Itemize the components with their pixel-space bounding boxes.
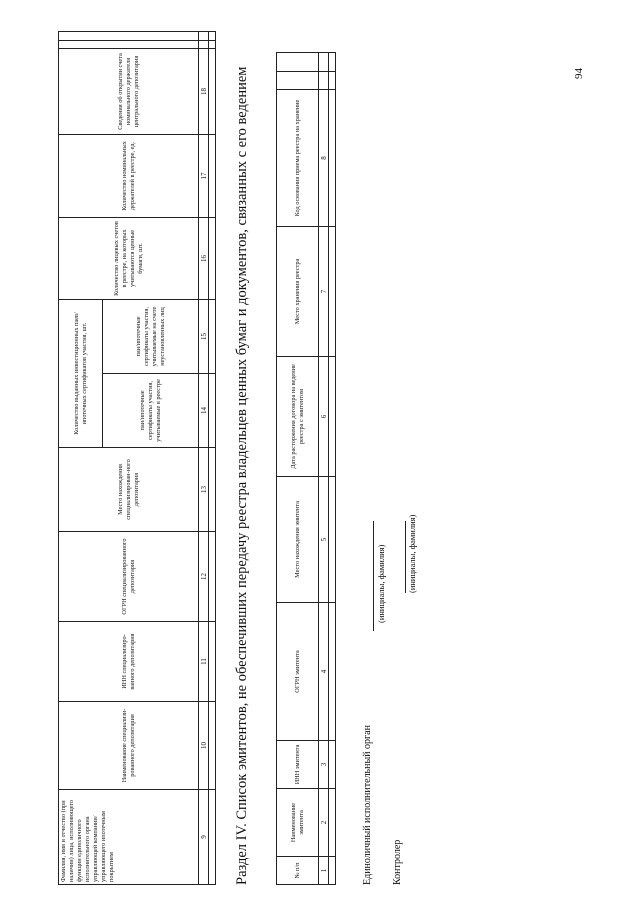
col-number: 14 xyxy=(199,374,209,448)
col-number: 8 xyxy=(319,90,329,227)
section-heading xyxy=(234,45,250,885)
header-c12: ОГРН специализированного депозитария xyxy=(59,532,199,622)
col-number: 9 xyxy=(199,790,209,885)
header-b8: Код основания приема реестра на хранение xyxy=(277,90,319,227)
header-b3: ИНН эмитента xyxy=(277,741,319,789)
col-number: 16 xyxy=(199,218,209,300)
col-number: 11 xyxy=(199,622,209,702)
controller-label: Контролер xyxy=(392,839,403,885)
header-c16: Количество лицевых счетов в реестре, на которых учитываются ценные бумаги, шт. xyxy=(59,218,199,300)
col-number: 13 xyxy=(199,448,209,532)
header-c17: Количество номинальных держателей в реестре, ед. xyxy=(59,135,199,218)
empty-cell xyxy=(329,857,336,885)
bottom-table xyxy=(276,52,336,885)
spacer-cell xyxy=(59,32,199,41)
empty-cell xyxy=(209,32,216,41)
empty-cell xyxy=(329,603,336,741)
spacer-cell xyxy=(59,41,199,49)
empty-cell xyxy=(329,90,336,227)
header-c18: Сведения об открытии счета номинального держателя центрального депозитария xyxy=(59,49,199,135)
empty-cell xyxy=(209,218,216,300)
empty-cell xyxy=(209,374,216,448)
col-number: 5 xyxy=(319,477,329,603)
header-b5: Место нахождения эмитента xyxy=(277,477,319,603)
empty-cell xyxy=(329,477,336,603)
header-c15: паи/ипотечные сертификаты участия, учитываемые на счете неустановленных лиц xyxy=(103,300,199,374)
empty-cell xyxy=(209,41,216,49)
col-number: 6 xyxy=(319,357,329,477)
col-number: 17 xyxy=(199,135,209,218)
col-number: 1 xyxy=(319,857,329,885)
header-group: Количество выданных инвестиционных паев/ипотечных сертификатов участия, шт. xyxy=(59,300,103,448)
empty-cell xyxy=(209,532,216,622)
col-number: 10 xyxy=(199,702,209,790)
section-heading-text: Раздел IV. Список эмитентов, не обеспечивших передачу реестра владельцев ценных бумаг и документов, связанных с его ведением xyxy=(234,66,250,885)
controller-caption: (инициалы, фамилия) xyxy=(407,514,417,593)
spacer-cell xyxy=(319,53,329,72)
empty-cell xyxy=(209,622,216,702)
controller-signature-line xyxy=(405,521,406,593)
col-number: 7 xyxy=(319,227,329,357)
header-b6: Дата расторжения договора на ведение реестра с эмитентом xyxy=(277,357,319,477)
empty-cell xyxy=(209,135,216,218)
header-b2: Наименование эмитента xyxy=(277,789,319,857)
header-c11: ИНН специализиро-ванного депозитария xyxy=(59,622,199,702)
col-number: 2 xyxy=(319,789,329,857)
empty-cell xyxy=(329,357,336,477)
header-c9: Фамилия, имя и отчество (при наличии) лица, исполняющего функции единоличного исполнительного органа управляющей компании/ управляющего ипотечным покрытием xyxy=(59,790,199,885)
ceo-caption: (инициалы, фамилия) xyxy=(376,544,386,623)
header-c13: Место нахождения специализирован-ного депозитария xyxy=(59,448,199,532)
col-number: 12 xyxy=(199,532,209,622)
empty-cell xyxy=(329,789,336,857)
header-c10: Наименование специализи-рованного депозитария xyxy=(59,702,199,790)
empty-cell xyxy=(209,300,216,374)
empty-cell xyxy=(209,448,216,532)
spacer-cell xyxy=(277,72,319,90)
empty-cell xyxy=(329,227,336,357)
ceo-label: Единоличный исполнительный орган xyxy=(362,725,373,885)
header-b1: № п/п xyxy=(277,857,319,885)
header-b7: Место хранения реестра xyxy=(277,227,319,357)
page-number: 94 xyxy=(573,68,585,79)
col-number: 3 xyxy=(319,741,329,789)
header-b4: ОГРН эмитента xyxy=(277,603,319,741)
top-table xyxy=(58,31,216,885)
spacer-cell xyxy=(319,72,329,90)
empty-cell xyxy=(329,72,336,90)
empty-cell xyxy=(329,53,336,72)
empty-cell xyxy=(209,49,216,135)
col-number: 18 xyxy=(199,49,209,135)
header-c14: паи/ипотечные сертификаты участия, учитываемые в реестре xyxy=(103,374,199,448)
spacer-cell xyxy=(199,41,209,49)
empty-cell xyxy=(209,790,216,885)
spacer-cell xyxy=(199,32,209,41)
spacer-cell xyxy=(277,53,319,72)
col-number: 15 xyxy=(199,300,209,374)
ceo-signature-line xyxy=(373,521,374,631)
empty-cell xyxy=(329,741,336,789)
empty-cell xyxy=(209,702,216,790)
col-number: 4 xyxy=(319,603,329,741)
